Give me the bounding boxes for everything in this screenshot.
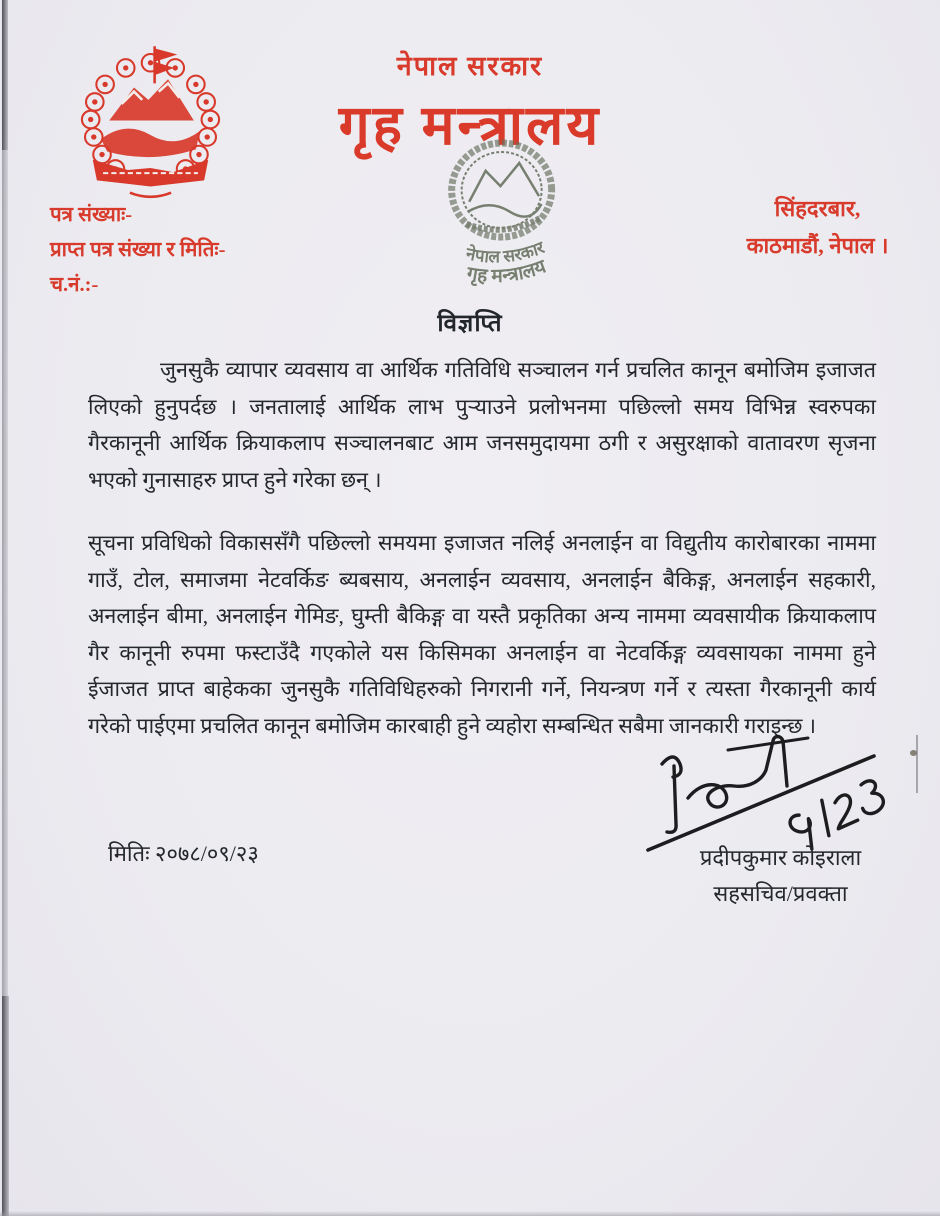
scan-line-artifact — [916, 735, 918, 793]
scan-edge-bottom — [0, 1211, 940, 1216]
signatory-block — [638, 840, 923, 912]
government-name: नेपाल सरकार — [396, 51, 544, 81]
office-address — [710, 190, 925, 264]
ministry-ink-stamp — [408, 132, 598, 300]
reference-block — [50, 198, 225, 303]
letter-body — [88, 352, 876, 744]
stamp-text-line2: गृह मन्त्रालय — [465, 256, 549, 288]
ministry-name: गृह मन्त्रालय — [338, 95, 602, 156]
body-paragraph-1: जुनसुकै व्यापार व्यवसाय वा आर्थिक गतिविधि सञ्चालन गर्न प्रचलित कानून बमोजिम इजाजत लिएको हुनुपर्दछ । जनतालाई आर्थिक लाभ पुर्‍याउने प्रलोभनमा पछिल्लो समय विभिन्न स्वरुपका गैरकानूनी आर्थिक क्रियाकलाप सञ्चालनबाट आम जनसमुदायमा ठगी र असुरक्षाको वातावरण सृजना भएको गुनासाहरु प्राप्त हुने गरेका छन् । — [88, 358, 876, 492]
signatory-title: सहसचिव/प्रवक्ता — [713, 881, 848, 906]
serial-number-label: च.नं.:- — [50, 274, 99, 296]
letter-date: मितिः २०७८/०९/२३ — [108, 841, 259, 866]
scan-edge-left-bottom — [2, 996, 9, 1216]
signatory-name: प्रदीपकुमार कोइराला — [699, 845, 862, 870]
body-paragraph-2: सूचना प्रविधिको विकाससँगै पछिल्लो समयमा इजाजत नलिई अनलाईन वा विद्युतीय कारोबारका नाममा गाउँ, टोल, समाजमा नेटवर्किङ ब्यबसाय, अनलाईन व्यवसाय, अनलाईन बैकिङ्ग, अनलाईन सहकारी, अनलाईन बीमा, अनलाईन गेमिङ, घुम्ती बैकिङ्ग वा यस्तै प्रकृतिका अन्य नाममा व्यवसायीक क्रियाकलाप गैर कानूनी रुपमा फस्टाउँदै गएकोले यस किसिमका अनलाईन वा नेटवर्किङ्ग व्यवसायका नाममा हुने ईजाजत प्राप्त बाहेकका जुनसुकै गतिविधिहरुको निगरानी गर्ने, नियन्त्रण गर्ने र त्यस्ता गैरकानूनी कार्य गरेको पाईएमा प्रचलित कानून बमोजिम कारबाही हुने व्यहोरा सम्बन्धित सबैमा जानकारी गराइन्छ । — [88, 531, 876, 738]
received-letter-label: प्राप्त पत्र संख्या र मितिः- — [50, 239, 226, 261]
stamp-text-line1: नेपाल सरकार — [464, 237, 547, 267]
address-line1: सिंहदरबार, — [774, 196, 861, 221]
address-line2: काठमाडौं, नेपाल । — [746, 233, 889, 258]
letter-number-label: पत्र संख्याः- — [50, 204, 133, 226]
notice-title: विज्ञप्ति — [437, 311, 503, 337]
